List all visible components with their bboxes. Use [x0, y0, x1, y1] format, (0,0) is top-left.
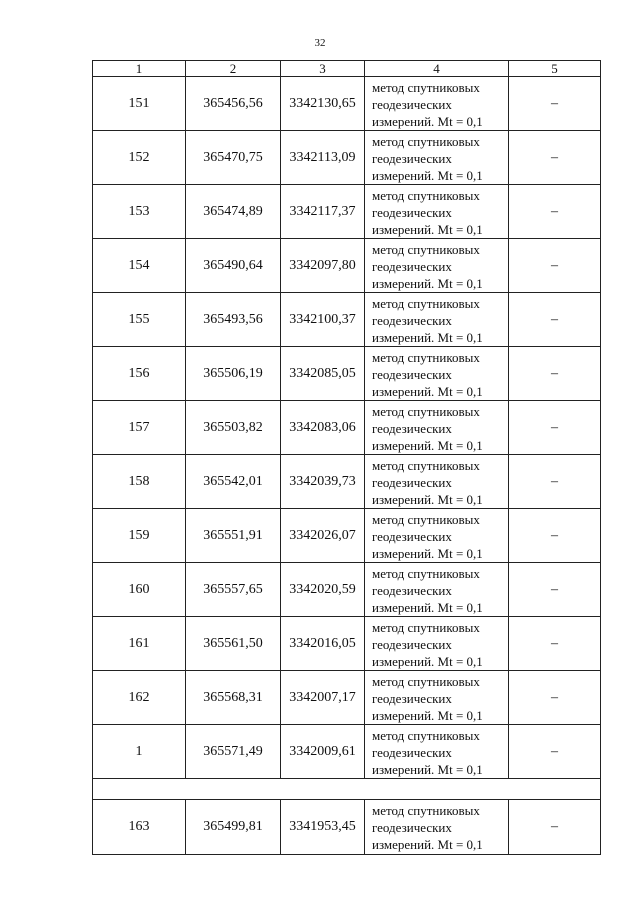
method-line: геодезических: [372, 313, 452, 328]
point-number-cell: 157: [93, 401, 186, 455]
method-line: измерений. Mt = 0,1: [372, 762, 483, 777]
method-cell: [365, 131, 509, 185]
separator-cell: [93, 779, 601, 800]
x-coordinate-cell: 365474,89: [186, 185, 281, 239]
col5-cell: –: [509, 347, 601, 401]
method-cell: [365, 563, 509, 617]
method-line: метод спутниковых: [372, 404, 480, 419]
x-coordinate-cell: 365568,31: [186, 671, 281, 725]
method-line: метод спутниковых: [372, 620, 480, 635]
method-line: геодезических: [372, 205, 452, 220]
method-line: измерений. Mt = 0,1: [372, 114, 483, 129]
col5-cell: –: [509, 455, 601, 509]
method-line: метод спутниковых: [372, 674, 480, 689]
point-number-cell: 1: [93, 725, 186, 779]
col5-cell: –: [509, 77, 601, 131]
table-row: [93, 347, 601, 401]
table-row: [93, 293, 601, 347]
col5-cell: –: [509, 293, 601, 347]
method-line: геодезических: [372, 421, 452, 436]
x-coordinate-cell: 365542,01: [186, 455, 281, 509]
header-col-1: 1: [93, 61, 186, 77]
method-line: метод спутниковых: [372, 728, 480, 743]
x-coordinate-cell: 365490,64: [186, 239, 281, 293]
table-row: [93, 563, 601, 617]
method-line: геодезических: [372, 820, 452, 835]
method-line: измерений. Mt = 0,1: [372, 546, 483, 561]
col5-cell: –: [509, 401, 601, 455]
method-line: метод спутниковых: [372, 803, 480, 818]
table-row: [93, 131, 601, 185]
col5-cell: –: [509, 800, 601, 855]
col5-cell: –: [509, 563, 601, 617]
method-cell: [365, 401, 509, 455]
method-cell: [365, 185, 509, 239]
y-coordinate-cell: 3342039,73: [281, 455, 365, 509]
y-coordinate-cell: 3342009,61: [281, 725, 365, 779]
method-line: измерений. Mt = 0,1: [372, 222, 483, 237]
col5-cell: –: [509, 185, 601, 239]
method-line: геодезических: [372, 475, 452, 490]
method-line: метод спутниковых: [372, 512, 480, 527]
method-cell: [365, 347, 509, 401]
method-line: измерений. Mt = 0,1: [372, 600, 483, 615]
table-row: [93, 185, 601, 239]
method-line: метод спутниковых: [372, 296, 480, 311]
method-cell: [365, 509, 509, 563]
x-coordinate-cell: 365493,56: [186, 293, 281, 347]
point-number-cell: 153: [93, 185, 186, 239]
coordinates-table: [92, 60, 601, 855]
table-body: [93, 77, 601, 855]
method-line: метод спутниковых: [372, 350, 480, 365]
page-number: 32: [314, 37, 326, 49]
method-cell: [365, 725, 509, 779]
table-row: [93, 725, 601, 779]
method-line: геодезических: [372, 151, 452, 166]
header-col-4: 4: [365, 61, 509, 77]
point-number-cell: 158: [93, 455, 186, 509]
table-row: [93, 401, 601, 455]
method-line: геодезических: [372, 97, 452, 112]
y-coordinate-cell: 3342117,37: [281, 185, 365, 239]
method-line: измерений. Mt = 0,1: [372, 708, 483, 723]
y-coordinate-cell: 3342007,17: [281, 671, 365, 725]
header-col-2: 2: [186, 61, 281, 77]
table-row: [93, 239, 601, 293]
method-line: метод спутниковых: [372, 80, 480, 95]
method-cell: [365, 77, 509, 131]
point-number-cell: 163: [93, 800, 186, 855]
y-coordinate-cell: 3342083,06: [281, 401, 365, 455]
method-line: геодезических: [372, 691, 452, 706]
method-cell: [365, 671, 509, 725]
method-cell: [365, 293, 509, 347]
point-number-cell: 161: [93, 617, 186, 671]
method-line: измерений. Mt = 0,1: [372, 384, 483, 399]
table-row: [93, 617, 601, 671]
col5-cell: –: [509, 239, 601, 293]
header-col-3: 3: [281, 61, 365, 77]
method-line: измерений. Mt = 0,1: [372, 837, 483, 852]
method-line: геодезических: [372, 745, 452, 760]
method-cell: [365, 239, 509, 293]
x-coordinate-cell: 365561,50: [186, 617, 281, 671]
col5-cell: –: [509, 131, 601, 185]
point-number-cell: 160: [93, 563, 186, 617]
method-cell: [365, 455, 509, 509]
method-line: геодезических: [372, 583, 452, 598]
y-coordinate-cell: 3342026,07: [281, 509, 365, 563]
method-line: измерений. Mt = 0,1: [372, 168, 483, 183]
table-row: [93, 509, 601, 563]
method-line: метод спутниковых: [372, 458, 480, 473]
y-coordinate-cell: 3342097,80: [281, 239, 365, 293]
method-line: геодезических: [372, 367, 452, 382]
x-coordinate-cell: 365470,75: [186, 131, 281, 185]
method-cell: [365, 617, 509, 671]
x-coordinate-cell: 365551,91: [186, 509, 281, 563]
method-line: метод спутниковых: [372, 242, 480, 257]
point-number-cell: 154: [93, 239, 186, 293]
y-coordinate-cell: 3341953,45: [281, 800, 365, 855]
method-line: измерений. Mt = 0,1: [372, 330, 483, 345]
table-row: [93, 800, 601, 855]
table-row: [93, 671, 601, 725]
header-col-5: 5: [509, 61, 601, 77]
method-line: геодезических: [372, 259, 452, 274]
table-row: [93, 455, 601, 509]
table-row: [93, 77, 601, 131]
separator-row: [93, 779, 601, 800]
x-coordinate-cell: 365571,49: [186, 725, 281, 779]
header-row: [93, 61, 601, 77]
x-coordinate-cell: 365506,19: [186, 347, 281, 401]
method-line: геодезических: [372, 529, 452, 544]
point-number-cell: 156: [93, 347, 186, 401]
col5-cell: –: [509, 671, 601, 725]
method-line: метод спутниковых: [372, 566, 480, 581]
y-coordinate-cell: 3342130,65: [281, 77, 365, 131]
method-cell: [365, 800, 509, 855]
method-line: измерений. Mt = 0,1: [372, 492, 483, 507]
y-coordinate-cell: 3342113,09: [281, 131, 365, 185]
point-number-cell: 155: [93, 293, 186, 347]
x-coordinate-cell: 365503,82: [186, 401, 281, 455]
method-line: геодезических: [372, 637, 452, 652]
x-coordinate-cell: 365557,65: [186, 563, 281, 617]
y-coordinate-cell: 3342016,05: [281, 617, 365, 671]
point-number-cell: 151: [93, 77, 186, 131]
method-line: метод спутниковых: [372, 134, 480, 149]
y-coordinate-cell: 3342100,37: [281, 293, 365, 347]
method-line: измерений. Mt = 0,1: [372, 438, 483, 453]
col5-cell: –: [509, 617, 601, 671]
x-coordinate-cell: 365499,81: [186, 800, 281, 855]
y-coordinate-cell: 3342085,05: [281, 347, 365, 401]
x-coordinate-cell: 365456,56: [186, 77, 281, 131]
method-line: измерений. Mt = 0,1: [372, 654, 483, 669]
method-line: измерений. Mt = 0,1: [372, 276, 483, 291]
method-line: метод спутниковых: [372, 188, 480, 203]
point-number-cell: 159: [93, 509, 186, 563]
y-coordinate-cell: 3342020,59: [281, 563, 365, 617]
point-number-cell: 162: [93, 671, 186, 725]
col5-cell: –: [509, 725, 601, 779]
col5-cell: –: [509, 509, 601, 563]
point-number-cell: 152: [93, 131, 186, 185]
